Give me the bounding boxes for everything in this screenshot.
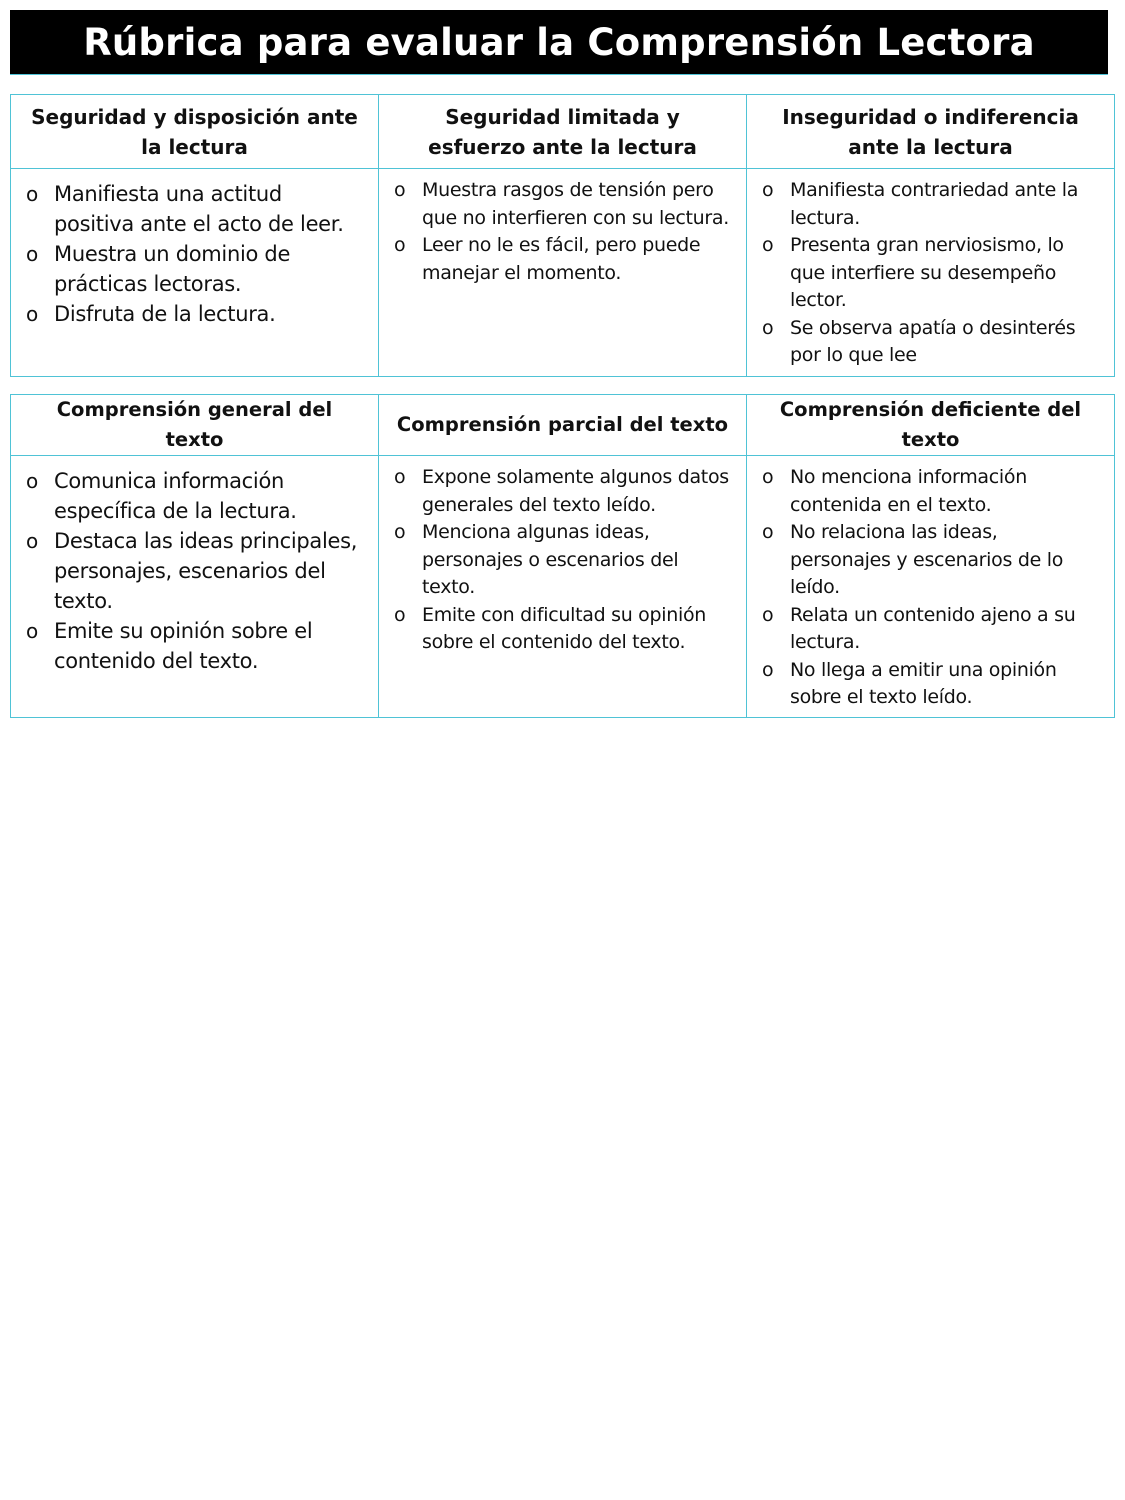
list-item bbox=[394, 602, 735, 657]
criteria-cell bbox=[11, 456, 379, 718]
list-item bbox=[394, 464, 735, 519]
list-item bbox=[762, 315, 1103, 370]
list-item bbox=[762, 464, 1103, 519]
criterion-text: Disfruta de la lectura. bbox=[54, 302, 276, 326]
criterion-text: No relaciona las ideas, personajes y escenarios de lo leído. bbox=[790, 521, 1064, 598]
bullet-icon: o bbox=[762, 466, 774, 488]
criterion-text: Muestra rasgos de tensión pero que no interfieren con su lectura. bbox=[422, 179, 729, 229]
table-row bbox=[11, 169, 1115, 377]
bullet-icon: o bbox=[394, 521, 406, 543]
bullet-icon: o bbox=[26, 242, 38, 266]
criterion-text: Leer no le es fácil, pero puede manejar el momento. bbox=[422, 234, 701, 284]
list-item bbox=[26, 616, 363, 676]
bullet-icon: o bbox=[26, 469, 38, 493]
bullet-icon: o bbox=[394, 234, 406, 256]
bullet-icon: o bbox=[762, 234, 774, 256]
rubric-table-comprehension bbox=[10, 394, 1115, 718]
criterion-text: Manifiesta una actitud positiva ante el acto de leer. bbox=[54, 182, 344, 236]
criteria-list bbox=[748, 457, 1113, 712]
column-header: Comprensión general del texto bbox=[11, 395, 379, 456]
table-header-row bbox=[11, 395, 1115, 456]
rubric-table-attitude bbox=[10, 94, 1115, 377]
bullet-icon: o bbox=[26, 529, 38, 553]
list-item bbox=[762, 519, 1103, 602]
criterion-text: No llega a emitir una opinión sobre el texto leído. bbox=[790, 658, 1057, 708]
list-item bbox=[394, 519, 735, 602]
criteria-list bbox=[380, 170, 745, 287]
bullet-icon: o bbox=[762, 521, 774, 543]
list-item bbox=[26, 466, 363, 526]
criterion-text: Manifiesta contrariedad ante la lectura. bbox=[790, 179, 1079, 229]
criteria-cell bbox=[747, 169, 1115, 377]
criterion-text: Destaca las ideas principales, personajes, escenarios del texto. bbox=[54, 529, 358, 613]
criteria-cell bbox=[747, 456, 1115, 718]
bullet-icon: o bbox=[26, 182, 38, 206]
criteria-list bbox=[12, 457, 377, 676]
criterion-text: Expone solamente algunos datos generales del texto leído. bbox=[422, 466, 729, 516]
criterion-text: Relata un contenido ajeno a su lectura. bbox=[790, 603, 1076, 653]
bullet-icon: o bbox=[394, 179, 406, 201]
list-item bbox=[26, 526, 363, 616]
criteria-cell bbox=[379, 169, 747, 377]
bullet-icon: o bbox=[762, 658, 774, 681]
criterion-text: Muestra un dominio de prácticas lectoras. bbox=[54, 242, 291, 296]
criterion-text: Menciona algunas ideas, personajes o escenarios del texto. bbox=[422, 521, 679, 598]
list-item bbox=[762, 602, 1103, 657]
column-header: Comprensión deficiente del texto bbox=[747, 395, 1115, 456]
criteria-list bbox=[380, 457, 745, 657]
table-row bbox=[11, 456, 1115, 718]
bullet-icon: o bbox=[394, 466, 406, 488]
criterion-text: Se observa apatía o desinterés por lo que lee bbox=[790, 316, 1076, 366]
criterion-text: No menciona información contenida en el texto. bbox=[790, 466, 1027, 516]
page-title: Rúbrica para evaluar la Comprensión Lectora bbox=[83, 20, 1035, 64]
criteria-cell bbox=[11, 169, 379, 377]
column-header: Comprensión parcial del texto bbox=[379, 395, 747, 456]
table-header-row bbox=[11, 95, 1115, 169]
list-item bbox=[26, 179, 363, 239]
bullet-icon: o bbox=[394, 603, 406, 626]
criterion-text: Comunica información específica de la lectura. bbox=[54, 469, 297, 523]
list-item bbox=[26, 239, 363, 299]
criterion-text: Emite con dificultad su opinión sobre el contenido del texto. bbox=[422, 603, 707, 653]
criteria-list bbox=[12, 170, 377, 329]
bullet-icon: o bbox=[26, 619, 38, 643]
column-header: Seguridad y disposición ante la lectura bbox=[11, 95, 379, 169]
title-banner bbox=[10, 10, 1108, 75]
bullet-icon: o bbox=[762, 179, 774, 201]
criterion-text: Emite su opinión sobre el contenido del texto. bbox=[54, 619, 313, 673]
bullet-icon: o bbox=[26, 302, 38, 326]
column-header: Seguridad limitada y esfuerzo ante la lectura bbox=[379, 95, 747, 169]
column-header: Inseguridad o indiferencia ante la lectura bbox=[747, 95, 1115, 169]
criterion-text: Presenta gran nerviosismo, lo que interfiere su desempeño lector. bbox=[790, 234, 1064, 311]
criteria-list bbox=[748, 170, 1113, 370]
criteria-cell bbox=[379, 456, 747, 718]
list-item bbox=[26, 299, 363, 329]
list-item bbox=[762, 232, 1103, 315]
bullet-icon: o bbox=[762, 603, 774, 626]
list-item bbox=[762, 657, 1103, 712]
bullet-icon: o bbox=[762, 316, 774, 339]
list-item bbox=[394, 232, 735, 287]
list-item bbox=[762, 177, 1103, 232]
list-item bbox=[394, 177, 735, 232]
